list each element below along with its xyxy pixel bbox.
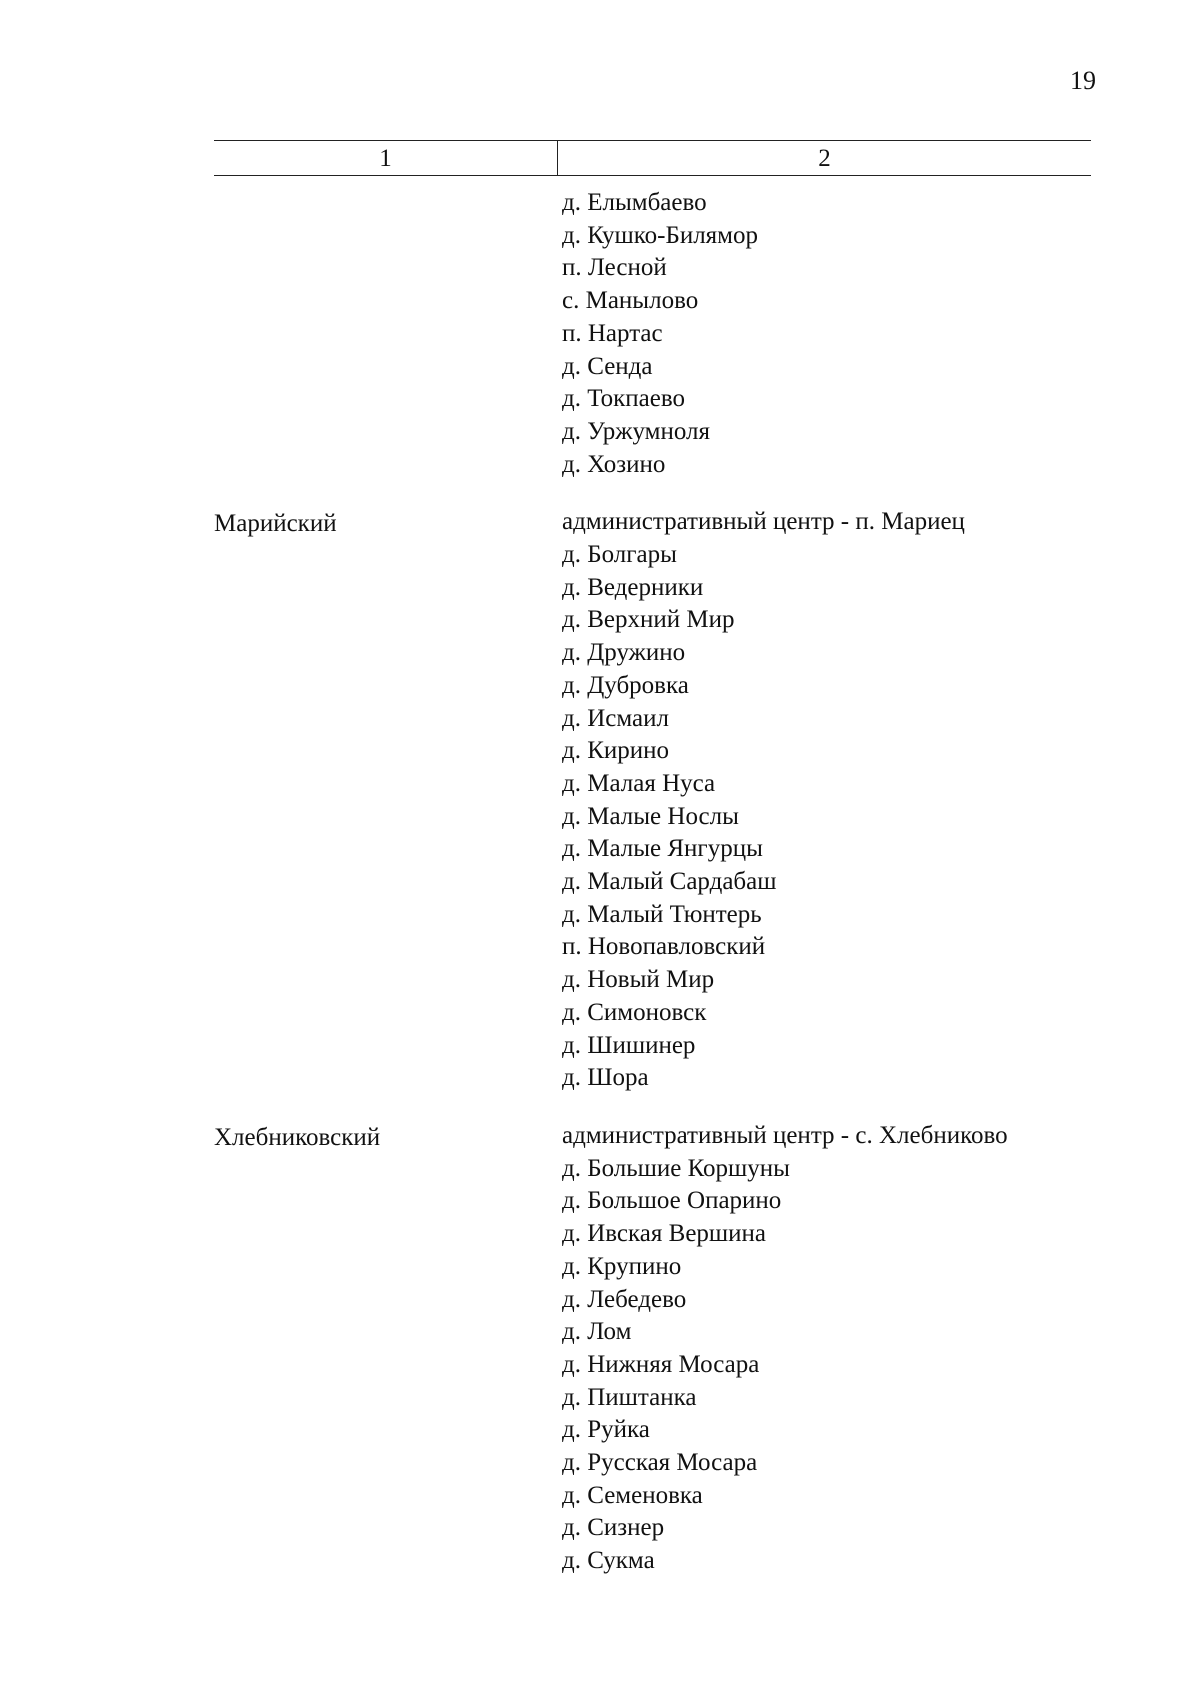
- settlement-list: [562, 506, 1091, 1095]
- settlement-item: д. Малая Нуса: [562, 769, 716, 797]
- settlement-item: д. Сенда: [562, 352, 653, 380]
- municipality-cell: [214, 506, 557, 1095]
- municipality-group: [214, 1120, 1091, 1578]
- settlement-item: д. Малые Нослы: [562, 802, 739, 830]
- settlement-item: д. Шора: [562, 1064, 649, 1092]
- settlement-item: д. Болгары: [562, 541, 677, 569]
- settlement-list: [562, 1120, 1091, 1578]
- table-header: [214, 140, 1091, 176]
- settlement-item: п. Нартас: [562, 319, 663, 347]
- settlement-list: [562, 187, 1091, 481]
- settlement-item: д. Шишинер: [562, 1031, 696, 1059]
- settlement-item: д. Лебедево: [562, 1285, 687, 1313]
- municipality-name: Хлебниковский: [214, 1123, 381, 1151]
- settlement-item: д. Нижняя Мосара: [562, 1350, 760, 1378]
- page-number: 19: [1070, 66, 1096, 95]
- municipality-group: [214, 187, 1091, 481]
- settlement-item: д. Верхний Мир: [562, 606, 735, 634]
- settlement-item: административный центр - с. Хлебниково: [562, 1121, 1008, 1149]
- municipality-name: Марийский: [214, 510, 337, 538]
- settlement-item: д. Большое Опарино: [562, 1187, 782, 1215]
- settlement-item: д. Сизнер: [562, 1514, 665, 1542]
- settlement-item: д. Пиштанка: [562, 1383, 697, 1411]
- column-number-2: 2: [818, 145, 831, 172]
- municipality-cell: [214, 1120, 557, 1578]
- settlement-item: д. Елымбаево: [562, 189, 707, 216]
- settlement-item: д. Семеновка: [562, 1481, 703, 1509]
- settlement-item: д. Кирино: [562, 737, 670, 765]
- settlement-item: п. Новопавловский: [562, 933, 766, 961]
- settlement-item: с. Манылово: [562, 287, 699, 315]
- settlement-item: д. Дружино: [562, 639, 686, 667]
- settlement-item: д. Сукма: [562, 1547, 655, 1575]
- settlement-item: д. Руйка: [562, 1416, 650, 1444]
- settlement-item: д. Уржумноля: [562, 417, 711, 445]
- municipality-cell: [214, 187, 557, 481]
- settlement-item: д. Крупино: [562, 1252, 682, 1280]
- settlement-item: д. Русская Мосара: [562, 1449, 758, 1477]
- settlement-item: д. Токпаево: [562, 385, 685, 413]
- settlement-item: д. Лом: [562, 1318, 632, 1346]
- settlement-item: д. Малый Сардабаш: [562, 868, 777, 896]
- municipality-group: [214, 506, 1091, 1095]
- settlement-item: административный центр - п. Мариец: [562, 508, 965, 536]
- settlement-item: д. Ивская Вершина: [562, 1220, 767, 1248]
- settlement-item: п. Лесной: [562, 254, 667, 282]
- settlement-item: д. Хозино: [562, 450, 666, 478]
- settlement-item: д. Дубровка: [562, 671, 689, 699]
- column-number-1: 1: [379, 145, 392, 172]
- table-body: [214, 187, 1091, 1603]
- settlement-item: д. Малые Янгурцы: [562, 835, 763, 863]
- settlement-item: д. Симоновск: [562, 998, 707, 1026]
- settlement-item: д. Новый Мир: [562, 966, 715, 994]
- settlement-item: д. Кушко-Билямор: [562, 221, 758, 249]
- settlement-item: д. Малый Тюнтерь: [562, 900, 762, 928]
- settlement-item: д. Большие Коршуны: [562, 1154, 790, 1182]
- settlement-item: д. Исмаил: [562, 704, 669, 732]
- settlement-item: д. Ведерники: [562, 573, 704, 601]
